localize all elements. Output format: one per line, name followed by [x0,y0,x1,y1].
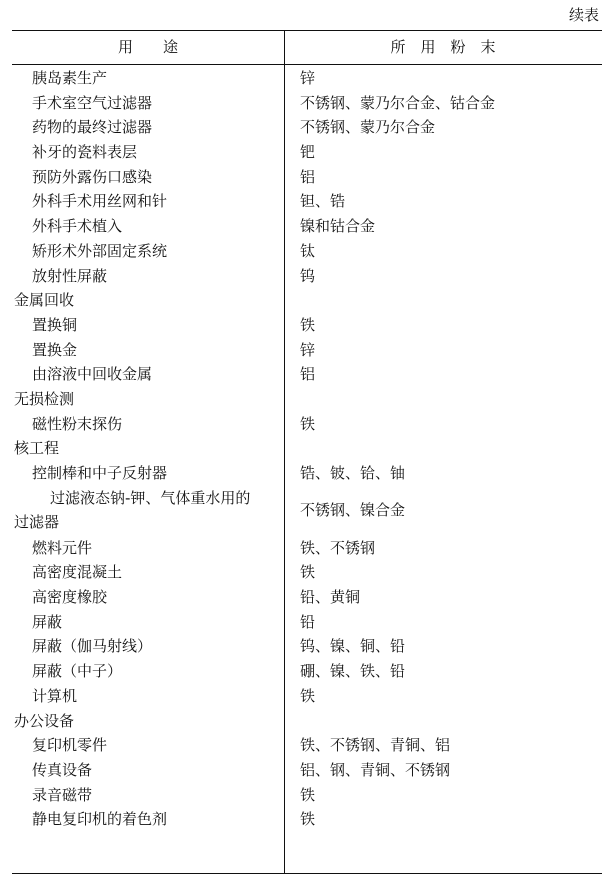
table-row [12,634,602,659]
table-row [12,362,602,387]
category-row [12,709,602,734]
table-row [12,684,602,709]
use-cell: 外科手术用丝网和针 [32,192,168,211]
use-cell: 药物的最终过滤器 [32,118,153,137]
table-row [12,733,602,758]
use-cell: 燃料元件 [32,538,93,557]
powder-cell: 镍和钴合金 [300,217,376,236]
powder-cell: 铁 [300,810,316,829]
use-cell: 由溶液中回收金属 [32,365,153,384]
powder-cell: 铅 [300,612,316,631]
use-cell: 放射性屏蔽 [32,266,108,285]
use-cell: 屏蔽（中子） [32,662,123,681]
category-label: 核工程 [14,439,60,458]
powder-cell: 铁 [300,563,316,582]
table-row [12,313,602,338]
powder-cell: 钨、镍、铜、铅 [300,637,406,656]
table-row [12,165,602,190]
table-row [12,264,602,289]
powder-cell: 铝 [300,167,316,186]
table-row [12,189,602,214]
table-header-rule [12,64,602,65]
powder-cell: 铁 [300,315,316,334]
table-row [12,560,602,585]
table-body [12,66,602,832]
powder-cell: 钽、锆 [300,192,346,211]
powder-cell: 锌 [300,69,316,87]
powder-cell: 不锈钢、镍合金 [300,500,406,519]
powder-cell: 铝 [300,365,316,384]
use-cell-line-2: 过滤器 [14,512,60,531]
use-cell: 传真设备 [32,760,93,779]
use-cell: 矫形术外部固定系统 [32,241,168,260]
table-row [12,239,602,264]
table-row [12,66,602,91]
use-cell: 屏蔽（伽马射线） [32,637,153,656]
table-row [12,140,602,165]
table-row [12,783,602,808]
category-row [12,387,602,412]
powder-cell: 铁 [300,686,316,705]
powder-cell: 钨 [300,266,316,285]
table-row [12,214,602,239]
table-row [12,412,602,437]
use-cell: 置换金 [32,340,78,359]
powder-cell: 铁 [300,785,316,804]
use-cell: 控制棒和中子反射器 [32,464,168,482]
category-row [12,288,602,313]
use-cell: 补牙的瓷料表层 [32,143,138,162]
use-cell: 外科手术植入 [32,217,123,236]
table-row [12,585,602,610]
use-cell: 手术室空气过滤器 [32,93,153,112]
use-cell-line-1: 过滤液态钠-钾、气体重水用的 [50,488,251,507]
category-label: 金属回收 [14,291,75,310]
table-row [12,807,602,832]
powder-cell: 铝、钢、青铜、不锈钢 [300,760,451,779]
table-row [12,115,602,140]
powder-cell: 不锈钢、蒙乃尔合金、钴合金 [300,93,496,112]
table-row [12,536,602,561]
table-row [12,461,602,486]
column-header-powder: 所 用 粉 末 [390,38,496,56]
powder-cell: 铁、不锈钢 [300,538,376,557]
use-cell: 置换铜 [32,315,78,334]
powder-cell: 锆、铍、铪、铀 [300,464,406,482]
table-row [12,659,602,684]
use-cell: 磁性粉末探伤 [32,414,123,433]
use-cell: 屏蔽 [32,612,63,631]
powder-cell: 铁、不锈钢、青铜、铝 [300,736,451,755]
powder-use-table [12,30,602,874]
category-label: 无损检测 [14,389,75,408]
use-cell [14,486,292,534]
powder-cell: 钛 [300,241,316,260]
use-cell: 静电复印机的着色剂 [32,810,168,829]
powder-cell: 不锈钢、蒙乃尔合金 [300,118,436,137]
column-header-use: 用 途 [117,38,178,56]
use-cell: 复印机零件 [32,736,108,755]
use-cell: 计算机 [32,686,78,705]
category-label: 办公设备 [14,711,75,730]
use-cell: 胰岛素生产 [32,69,108,87]
use-cell: 高密度混凝土 [32,563,123,582]
table-bottom-rule [12,873,602,874]
use-cell: 录音磁带 [32,785,93,804]
powder-cell: 铁 [300,414,316,433]
category-row [12,436,602,461]
table-row [12,758,602,783]
powder-cell: 硼、镍、铁、铅 [300,662,406,681]
continued-label: 续表 [568,6,599,24]
table-row [12,91,602,116]
table-row [12,610,602,635]
powder-cell: 铅、黄铜 [300,588,361,607]
powder-cell: 钯 [300,143,316,162]
table-row [12,486,602,536]
use-cell: 高密度橡胶 [32,588,108,607]
powder-cell: 锌 [300,340,316,359]
use-cell: 预防外露伤口感染 [32,167,153,186]
table-row [12,338,602,363]
